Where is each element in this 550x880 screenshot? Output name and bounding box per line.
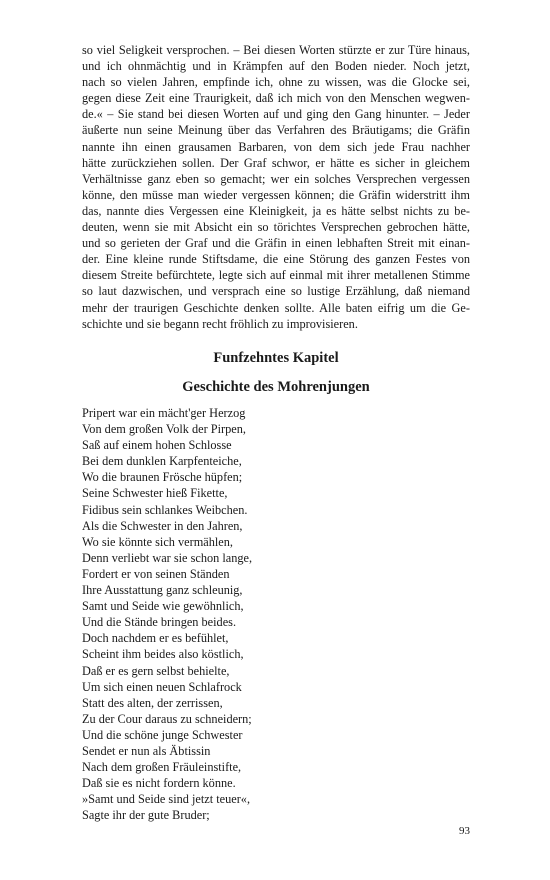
poem-line: Um sich einen neuen Schlafrock	[82, 679, 242, 694]
poem-line: Daß sie es nicht fordern könne.	[82, 776, 236, 791]
poem-line: Saß auf einem hohen Schlosse	[82, 438, 232, 453]
prose-line: mehr der traurigen Geschichte denken sollte. Alle baten eifrig um die Ge-	[82, 300, 470, 315]
prose-line: so viel Seligkeit versprochen. – Bei diesen Worten stürzte er zur Türe hinaus,	[82, 43, 470, 57]
prose-line: Verhältnisse ganz eben so gemacht; wer ein solches Versprechen vergessen	[82, 171, 470, 186]
poem-line: Daß er es gern selbst behielte,	[82, 663, 230, 678]
poem-line: Und die schöne junge Schwester	[82, 727, 243, 742]
prose-line: so laut dazwischen, und versprach eine so lustige Erzählung, daß niemand	[82, 284, 470, 299]
poem-line: Statt des alten, der zerrissen,	[82, 695, 223, 710]
prose-line: schichte und sie begann recht fröhlich zu improvisieren.	[82, 316, 358, 331]
prose-line: äußerte nun seine Meinung über das Verfahren des Bräutigams; die Gräfin	[82, 123, 470, 138]
prose-paragraph	[82, 42, 470, 332]
poem-line: Pripert war ein mächt'ger Herzog	[82, 406, 246, 420]
poem-line: Ihre Ausstattung ganz schleunig,	[82, 583, 243, 598]
prose-line: der. Eine kleine runde Stiftsdame, die eine Störung des ganzen Festes von	[82, 252, 470, 267]
prose-line: das, nannte dies Vergessen eine Kleinigkeit, ja es hätte selbst nichts zu be-	[82, 203, 470, 218]
prose-line: und so gerieten der Graf und die Gräfin in einen lebhaften Streit mit einan-	[82, 236, 470, 251]
poem-line: Zu der Cour daraus zu schneidern;	[82, 711, 252, 726]
poem	[82, 405, 252, 823]
poem-line: Und die Stände bringen beides.	[82, 615, 237, 630]
prose-line: nannte ihn einen grausamen Barbaren, von dem sich jede Frau nachher	[82, 139, 470, 154]
poem-line: Seine Schwester hieß Fikette,	[82, 486, 228, 501]
poem-line: Wo sie könnte sich vermählen,	[82, 534, 233, 549]
book-page	[82, 42, 470, 823]
prose-line: nach so vielen Jahren, empfinde ich, ohne zu wissen, was die Glocke sei,	[82, 75, 470, 90]
prose-line: hätte zurückziehen sollen. Der Graf schwor, er hätte es sicher in gleichem	[82, 155, 470, 170]
prose-line: deuten, wenn sie mit Absicht ein so törichtes Versprechen gebrochen hätte,	[82, 220, 470, 235]
prose-line: gegen diese Zeit eine Traurigkeit, daß ich mich von den Menschen wegwen-	[82, 91, 470, 106]
poem-line: Scheint ihm beides also köstlich,	[82, 647, 244, 662]
page-number: 93	[459, 825, 470, 837]
poem-line: Als die Schwester in den Jahren,	[82, 518, 243, 533]
poem-line: Doch nachdem er es befühlet,	[82, 631, 229, 646]
prose-line: de.« – Sie stand bei diesen Worten auf und ging den Gang hinunter. – Jeder	[82, 107, 470, 122]
poem-line: Nach dem großen Fräuleinstifte,	[82, 760, 242, 775]
poem-line: Sagte ihr der gute Bruder;	[82, 808, 210, 823]
poem-line: Wo die braunen Frösche hüpfen;	[82, 470, 243, 485]
poem-line: »Samt und Seide sind jetzt teuer«,	[82, 792, 251, 807]
poem-line: Fidibus sein schlankes Weibchen.	[82, 502, 248, 517]
poem-line: Fordert er von seinen Ständen	[82, 566, 230, 581]
story-title: Geschichte des Mohrenjungen	[182, 379, 370, 395]
prose-line: und ich ohnmächtig und in Krämpfen auf den Boden nieder. Noch jetzt,	[82, 59, 470, 74]
poem-line: Bei dem dunklen Karpfenteiche,	[82, 454, 242, 469]
poem-line: Sendet er nun als Äbtissin	[82, 743, 211, 758]
prose-line: diesem Streite befürchtete, legte sich auf einmal mit ihrer metallenen Stimme	[82, 268, 470, 283]
prose-line: könne, den müsse man wieder vergessen können; die Gräfin widerstritt ihm	[82, 187, 470, 202]
poem-line: Von dem großen Volk der Pirpen,	[82, 422, 246, 437]
chapter-title: Funfzehntes Kapitel	[213, 350, 339, 366]
poem-line: Samt und Seide wie gewöhnlich,	[82, 599, 244, 614]
poem-line: Denn verliebt war sie schon lange,	[82, 550, 253, 565]
